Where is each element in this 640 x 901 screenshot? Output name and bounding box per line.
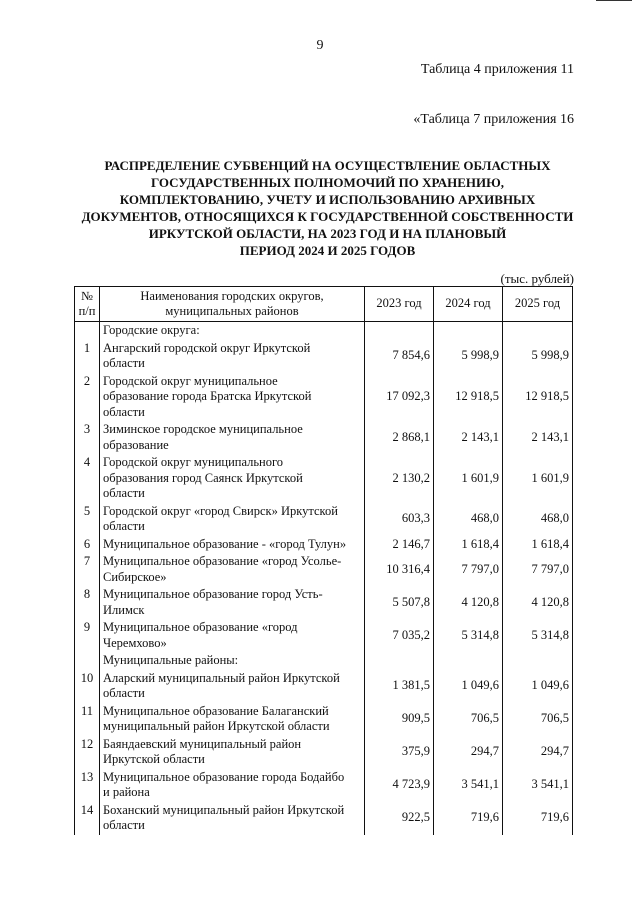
table-header-row (75, 287, 573, 322)
value-2023: 603,3 (365, 503, 434, 536)
row-name-line: Иркутской области (103, 752, 205, 766)
value-2024: 2 143,1 (434, 421, 503, 454)
top-edge-line (596, 0, 632, 1)
value-2025: 5 314,8 (503, 619, 573, 652)
value-2025: 12 918,5 (503, 373, 573, 422)
table-row (75, 553, 573, 586)
row-number: 1 (75, 340, 100, 373)
row-name (100, 736, 365, 769)
row-name-line: образование города Братска Иркутской (103, 389, 312, 403)
row-name-line: области (103, 818, 145, 832)
row-name (100, 586, 365, 619)
row-name-line: Муниципальное образование города Бодайбо (103, 769, 345, 784)
row-name (100, 619, 365, 652)
value-2023: 2 130,2 (365, 454, 434, 503)
header-2024: 2024 год (434, 287, 503, 322)
row-name-line: Муниципальное образование «город (103, 620, 298, 634)
value-2024: 7 797,0 (434, 553, 503, 586)
units-label: (тыс. рублей) (500, 271, 574, 286)
row-name (100, 340, 365, 373)
value-2024: 5 314,8 (434, 619, 503, 652)
row-name-line: Городской округ муниципального (103, 455, 284, 469)
row-name (100, 670, 365, 703)
row-name (100, 553, 365, 586)
value-2023: 1 381,5 (365, 670, 434, 703)
value-2024: 12 918,5 (434, 373, 503, 422)
value-2024: 5 998,9 (434, 340, 503, 373)
value-2024: 294,7 (434, 736, 503, 769)
row-name (100, 536, 365, 554)
row-name (100, 421, 365, 454)
row-name (100, 373, 365, 422)
row-name-line: Илимск (103, 602, 145, 617)
row-name-line: Муниципальное образование Балаганский (103, 703, 329, 718)
value-2025: 4 120,8 (503, 586, 573, 619)
value-2023: 5 507,8 (365, 586, 434, 619)
table-row (75, 736, 573, 769)
value-2025: 468,0 (503, 503, 573, 536)
title-line: ДОКУМЕНТОВ, ОТНОСЯЩИХСЯ К ГОСУДАРСТВЕННОЙ СОБСТВЕННОСТИ (81, 209, 574, 224)
table-row (75, 503, 573, 536)
table-row (75, 373, 573, 422)
row-name-line: области (103, 686, 145, 700)
header-2023: 2023 год (365, 287, 434, 322)
row-number: 9 (75, 619, 100, 652)
table-row (75, 802, 573, 835)
table-row (75, 421, 573, 454)
title-line: КОМПЛЕКТОВАНИЮ, УЧЕТУ И ИСПОЛЬЗОВАНИЮ АРХИВНЫХ (119, 192, 536, 207)
value-2024: 468,0 (434, 503, 503, 536)
value-2023: 2 868,1 (365, 421, 434, 454)
table-body (75, 322, 573, 835)
value-2023: 7 854,6 (365, 340, 434, 373)
table-row (75, 670, 573, 703)
value-2025: 706,5 (503, 703, 573, 736)
value-2024: 4 120,8 (434, 586, 503, 619)
row-name-line: Сибирское» (103, 569, 167, 584)
row-number: 11 (75, 703, 100, 736)
row-number: 13 (75, 769, 100, 802)
value-2023: 17 092,3 (365, 373, 434, 422)
row-name-line: образования город Саянск Иркутской (103, 470, 303, 485)
row-name-line: области (103, 404, 145, 419)
row-number: 10 (75, 670, 100, 703)
row-name-line: области (103, 519, 145, 533)
value-2023: 4 723,9 (365, 769, 434, 802)
value-2023: 922,5 (365, 802, 434, 835)
page-number: 9 (316, 38, 324, 53)
row-name-line: Ангарский городской округ Иркутской (103, 340, 311, 355)
row-name-line: образование (103, 437, 169, 452)
row-name (100, 769, 365, 802)
value-2023: 909,5 (365, 703, 434, 736)
table-row (75, 703, 573, 736)
value-2025: 2 143,1 (503, 421, 573, 454)
value-2024: 719,6 (434, 802, 503, 835)
row-number: 14 (75, 802, 100, 835)
value-2025: 3 541,1 (503, 769, 573, 802)
title-line: РАСПРЕДЕЛЕНИЕ СУБВЕНЦИЙ НА ОСУЩЕСТВЛЕНИЕ ОБЛАСТНЫХ (104, 158, 551, 173)
subventions-table (74, 286, 573, 835)
row-name-line: области (103, 486, 145, 500)
row-name (100, 454, 365, 503)
document-title (70, 157, 585, 259)
row-name-line: Муниципальное образование город Усть- (103, 587, 323, 601)
value-2024: 1 618,4 (434, 536, 503, 554)
value-2024: 706,5 (434, 703, 503, 736)
row-name-line: Муниципальное образование - «город Тулун» (103, 536, 347, 551)
value-2025: 7 797,0 (503, 553, 573, 586)
row-name-line: Городской округ муниципальное (103, 373, 278, 388)
row-number: 4 (75, 454, 100, 503)
row-name-line: Баяндаевский муниципальный район (103, 736, 302, 751)
table-row (75, 619, 573, 652)
row-name-line: и района (103, 785, 150, 799)
value-2025: 1 618,4 (503, 536, 573, 554)
row-number: 5 (75, 503, 100, 536)
section-label: Городские округа: (100, 322, 365, 340)
row-number: 2 (75, 373, 100, 422)
title-line: ГОСУДАРСТВЕННЫХ ПОЛНОМОЧИЙ ПО ХРАНЕНИЮ, (150, 175, 505, 190)
header-2025: 2025 год (503, 287, 573, 322)
table-row (75, 340, 573, 373)
row-number: 7 (75, 553, 100, 586)
row-name-line: муниципальный район Иркутской области (103, 719, 330, 733)
section-row (75, 322, 573, 340)
header-num: № п/п (75, 287, 100, 322)
table-row (75, 454, 573, 503)
section-row (75, 652, 573, 670)
value-2023: 2 146,7 (365, 536, 434, 554)
row-name-line: Городской округ «город Свирск» Иркутской (103, 503, 338, 518)
row-number: 6 (75, 536, 100, 554)
row-number: 12 (75, 736, 100, 769)
value-2024: 1 049,6 (434, 670, 503, 703)
value-2025: 1 601,9 (503, 454, 573, 503)
value-2025: 1 049,6 (503, 670, 573, 703)
title-line: ПЕРИОД 2024 И 2025 ГОДОВ (239, 243, 416, 258)
row-number: 3 (75, 421, 100, 454)
value-2023: 10 316,4 (365, 553, 434, 586)
value-2024: 1 601,9 (434, 454, 503, 503)
row-name-line: области (103, 356, 145, 370)
value-2023: 7 035,2 (365, 619, 434, 652)
row-name-line: Черемхово» (103, 635, 167, 650)
table-row (75, 586, 573, 619)
row-name-line: Аларский муниципальный район Иркутской (103, 670, 340, 685)
header-name: Наименования городских округов, муниципальных районов (100, 287, 365, 322)
value-2023: 375,9 (365, 736, 434, 769)
row-name (100, 802, 365, 835)
row-name (100, 503, 365, 536)
value-2025: 294,7 (503, 736, 573, 769)
row-number: 8 (75, 586, 100, 619)
title-line: ИРКУТСКОЙ ОБЛАСТИ, НА 2023 ГОД И НА ПЛАНОВЫЙ (148, 226, 507, 241)
table-reference-2: «Таблица 7 приложения 16 (413, 112, 574, 127)
value-2025: 5 998,9 (503, 340, 573, 373)
table-row (75, 536, 573, 554)
section-label: Муниципальные районы: (100, 652, 365, 670)
value-2025: 719,6 (503, 802, 573, 835)
value-2024: 3 541,1 (434, 769, 503, 802)
row-name-line: Боханский муниципальный район Иркутской (103, 802, 345, 817)
row-name-line: Муниципальное образование «город Усолье- (103, 554, 342, 568)
table-reference-1: Таблица 4 приложения 11 (420, 62, 574, 77)
row-name-line: Зиминское городское муниципальное (103, 422, 303, 436)
row-name (100, 703, 365, 736)
table-row (75, 769, 573, 802)
